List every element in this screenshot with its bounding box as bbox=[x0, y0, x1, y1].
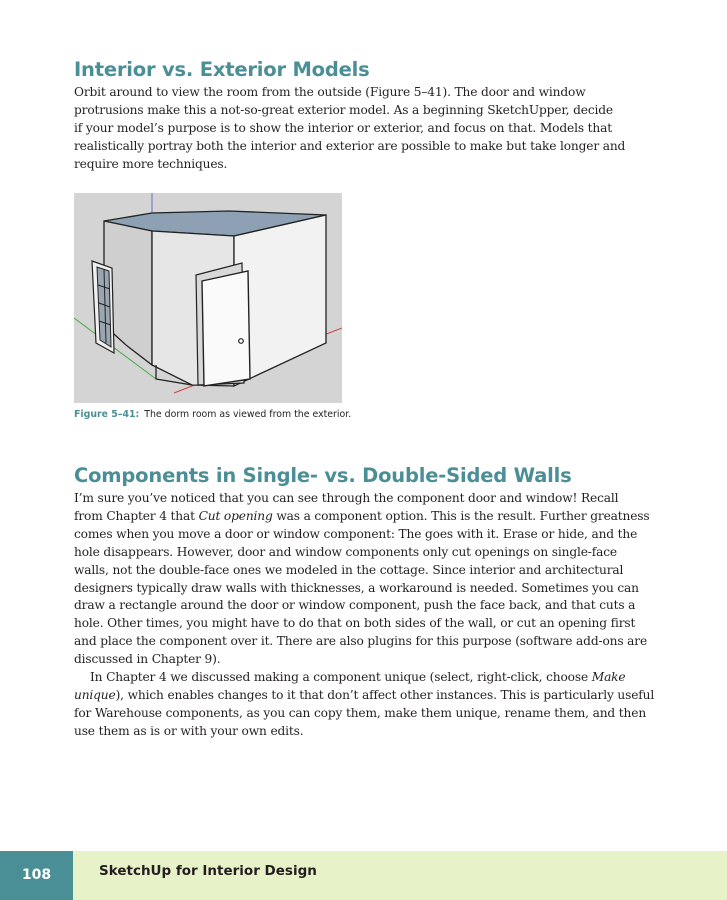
text-line bbox=[74, 669, 634, 687]
emphasis-cut-opening: Cut opening bbox=[198, 508, 273, 523]
text-line: discussed in Chapter 9). bbox=[74, 652, 221, 667]
text-run: ), which enables changes to it that don’t affect other instances. This is particularly useful bbox=[115, 687, 655, 702]
text-line: require more techniques. bbox=[74, 156, 228, 171]
text-line bbox=[74, 687, 655, 705]
text-line: use them as is or with your own edits. bbox=[74, 723, 304, 738]
paragraph-components-walls bbox=[74, 490, 655, 741]
text-line: Orbit around to view the room from the outside (Figure 5–41). The door and window bbox=[74, 85, 586, 99]
section-heading-interior-exterior: Interior vs. Exterior Models bbox=[74, 58, 370, 81]
text-line: draw a rectangle around the door or window component, push the face back, and that cuts a bbox=[74, 598, 636, 613]
text-line: comes when you move a door or window component: The goes with it. Erase or hide, and the bbox=[74, 526, 638, 541]
text-line: hole disappears. However, door and window components only cut openings on single-face bbox=[74, 544, 617, 559]
emphasis-unique: unique bbox=[74, 687, 116, 702]
figure-caption bbox=[74, 409, 351, 420]
text-line: if your model’s purpose is to show the interior or exterior, and focus on that. Models that bbox=[74, 120, 612, 135]
text-line: designers typically draw walls with thicknesses, a workaround is needed. Sometimes you can bbox=[74, 580, 639, 595]
figure-caption-text: The dorm room as viewed from the exterior. bbox=[144, 409, 352, 420]
text-line: walls, not the double-face ones we modeled in the cottage. Since interior and architectural bbox=[74, 562, 624, 577]
page-number: 108 bbox=[0, 851, 73, 900]
text-line: protrusions make this a not-so-great exterior model. As a beginning SketchUpper, decide bbox=[74, 102, 613, 117]
text-line: for Warehouse components, as you can copy them, make them unique, rename them, and then bbox=[74, 705, 647, 720]
door-panel bbox=[202, 271, 250, 386]
text-line: hole. Other times, you might have to do that on both sides of the wall, or cut an opening first bbox=[74, 616, 636, 631]
text-line: realistically portray both the interior and exterior are possible to make but take longer and bbox=[74, 138, 626, 153]
section-heading-components-walls: Components in Single- vs. Double-Sided Walls bbox=[74, 464, 572, 487]
emphasis-make: Make bbox=[591, 670, 626, 685]
dorm-room-model-illustration bbox=[74, 193, 342, 403]
paragraph-interior-exterior bbox=[74, 84, 634, 174]
text-line: I’m sure you’ve noticed that you can see through the component door and window! Recall bbox=[74, 491, 619, 505]
text-line: and place the component over it. There are also plugins for this purpose (software add-ons are bbox=[74, 634, 648, 649]
page-footer bbox=[0, 851, 727, 900]
figure-dorm-room-exterior bbox=[74, 193, 342, 403]
text-line bbox=[74, 508, 650, 526]
text-run: was a component option. This is the result. Further greatness bbox=[272, 508, 650, 523]
text-run: from Chapter 4 that bbox=[74, 508, 199, 523]
book-title: SketchUp for Interior Design bbox=[99, 863, 317, 879]
figure-label: Figure 5–41: bbox=[74, 409, 140, 420]
text-run: In Chapter 4 we discussed making a component unique (select, right-click, choose bbox=[90, 670, 592, 685]
